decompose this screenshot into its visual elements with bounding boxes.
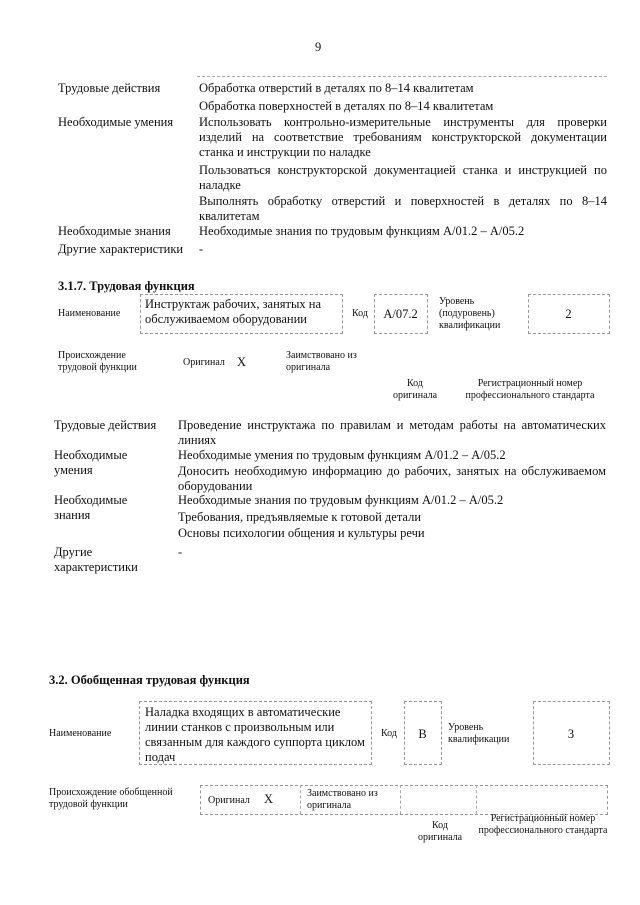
borrowed-label: Заимствовано из оригинала [307,788,378,811]
reg-number-label: Регистрационный номер профессионального стандарта [478,813,608,836]
name-value: Наладка входящих в автоматические линии станков с произвольным или связанным для каждого суппорта циклом подач [145,705,365,764]
item: Доносить необходимую информацию до рабочих, занятых на обслуживаемом оборудовании [178,464,606,493]
item: Пользоваться конструкторской документацией станка и инструкцией по наладке [199,163,607,192]
level-label: Уровень (подуровень) квалификации [439,296,501,331]
label-labor-actions: Трудовые действия [58,81,161,95]
label-knowledge: Необходимые знания [54,493,128,522]
item: Выполнять обработку отверстий и поверхностей в деталях по 8–14 квалитетам [199,194,607,223]
code-value: B [418,727,427,741]
code-label: Код [352,308,368,319]
level-label: Уровень квалификации [448,722,510,745]
label-other: Другие характеристики [54,545,138,574]
original-mark: X [264,792,274,806]
label-skills: Необходимые умения [58,115,174,129]
original-label: Оригинал [208,795,250,806]
item: Требования, предъявляемые к готовой детали [178,510,422,524]
item: Необходимые знания по трудовым функциям А/01.2 – А/05.2 [199,224,525,238]
item: - [199,242,204,256]
heading-3-2: 3.2. Обобщенная трудовая функция [49,673,250,687]
original-label: Оригинал [183,357,225,368]
item: Необходимые умения по трудовым функциям А/01.2 – А/05.2 [178,448,506,462]
item: Проведение инструктажа по правилам и методам работы на автоматических линиях [178,418,606,447]
label-knowledge: Необходимые знания [58,224,171,238]
reg-number-label: Регистрационный номер профессионального стандарта [465,378,595,401]
level-value: 2 [565,307,572,321]
borrowed-label: Заимствовано из оригинала [286,350,357,373]
item: Обработка отверстий в деталях по 8–14 квалитетам [199,81,474,95]
page-number: 9 [315,40,322,54]
origin-label: Происхождение обобщенной трудовой функции [49,787,173,810]
name-label: Наименование [49,728,112,739]
name-value: Инструктаж рабочих, занятых на обслуживаемом оборудовании [145,297,322,326]
level-value: 3 [567,727,575,741]
code-value: A/07.2 [383,307,418,321]
heading-3-1-7: 3.1.7. Трудовая функция [58,279,195,293]
code-original-label: Код оригинала [392,378,438,401]
name-label: Наименование [58,308,121,319]
item: Основы психологии общения и культуры речи [178,526,425,540]
item: - [178,545,183,559]
item: Использовать контрольно-измерительные инструменты для проверки изделий на соответствие требованиям конструкторской документации станка и инструкции по наладке [199,115,607,159]
code-label: Код [381,728,397,739]
original-mark: X [237,355,247,369]
item: Обработка поверхностей в деталях по 8–14 квалитетам [199,99,494,113]
item: Необходимые знания по трудовым функциям А/01.2 – А/05.2 [178,493,504,507]
label-labor-actions: Трудовые действия [54,418,157,432]
code-original-label: Код оригинала [417,820,463,843]
label-other: Другие характеристики [58,242,184,256]
label-skills: Необходимые умения [54,448,128,477]
origin-label: Происхождение трудовой функции [58,350,137,373]
